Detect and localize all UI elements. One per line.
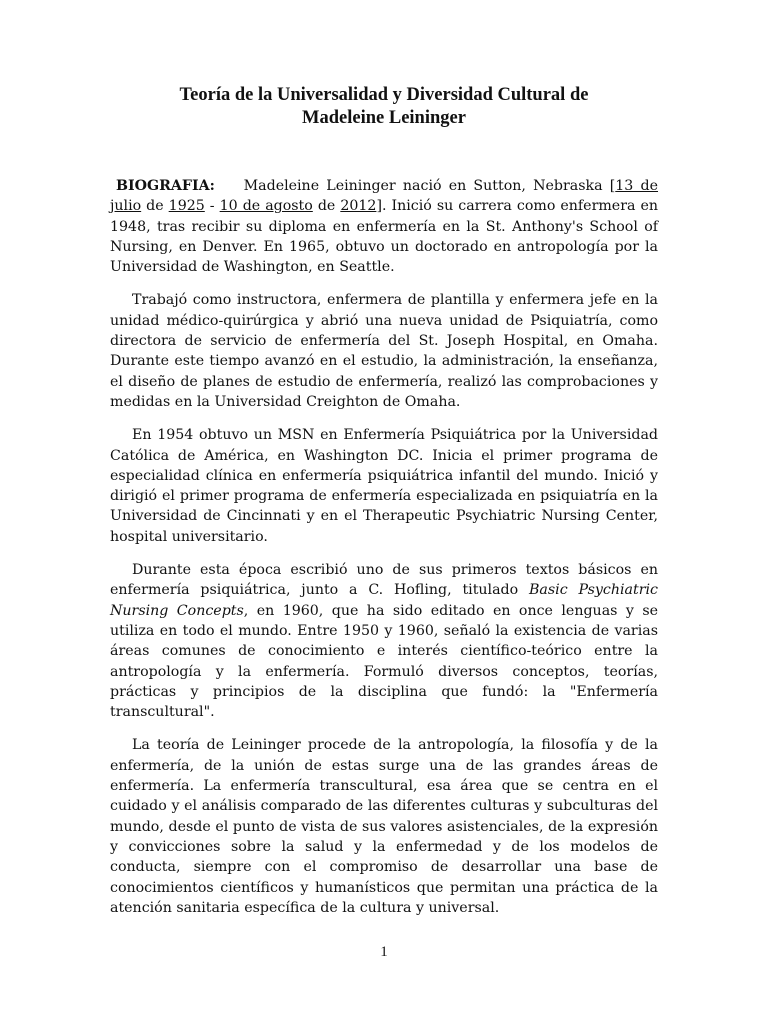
- death-date-link[interactable]: 10 de agosto: [219, 198, 313, 215]
- biography-dash: -: [204, 198, 220, 215]
- title-line-1: Teoría de la Universalidad y Diversidad Cultural de: [179, 85, 589, 105]
- biography-rest: ]. Inició su carrera como enfermera en 1948, tras recibir su diploma en enfermería en la St. Anthony's School of Nursing, en Denver. En 1965, obtuvo un doctorado en antropología por la Universidad de Washington, en Seattle.: [110, 198, 658, 276]
- book-title: Basic Psychiatric Nursing Concepts: [110, 582, 658, 619]
- page-number: 1: [380, 944, 388, 960]
- biography-intro: Madeleine Leininger nació en Sutton, Nebraska [: [243, 178, 616, 194]
- document-body: [110, 176, 658, 931]
- document-title: [100, 84, 668, 130]
- birth-year-link[interactable]: 1925: [168, 198, 205, 215]
- biography-de-1: de: [141, 198, 169, 215]
- title-line-2: Madeleine Leininger: [302, 108, 466, 128]
- paragraph-msn: En 1954 obtuvo un MSN en Enfermería Psiquiátrica por la Universidad Católica de América, en Washington DC. Inicia el primer programa de especialidad clínica en enfermería psiquiátrica infantil del mundo. Inició y dirigió el primer programa de enfermería especializada en psiquiatría en la Universidad de Cincinnati y en el Therapeutic Psychiatric Nursing Center, hospital universitario.: [110, 427, 658, 545]
- birth-date-link[interactable]: 13 de julio: [110, 178, 659, 215]
- paragraph-texts: [110, 560, 658, 722]
- paragraph-texts-end: , en 1960, que ha sido editado en once lenguas y se utiliza en todo el mundo. Entre 1950 y 1960, señaló la existencia de varias áreas comunes de conocimiento e interés científico-teórico entre la antropología y la enfermería. Formuló diversos conceptos, teorías, prácticas y principios de la disciplina que fundó: la "Enfermería transcultural".: [110, 602, 659, 721]
- death-year-link[interactable]: 2012: [340, 198, 377, 215]
- paragraph-career: Trabajó como instructora, enfermera de plantilla y enfermera jefe en la unidad médico-quirúrgica y abrió una nueva unidad de Psiquiatría, como directora de servicio de enfermería del St. Joseph Hospital, en Omaha. Durante este tiempo avanzó en el estudio, la administración, la enseñanza, el diseño de planes de estudio de enfermería, realizó las comprobaciones y medidas en la Universidad Creighton de Omaha.: [110, 292, 658, 410]
- paragraph-biography: [110, 176, 658, 277]
- paragraph-theory: La teoría de Leininger procede de la antropología, la filosofía y de la enfermería, de la unión de estas surge una de las grandes áreas de enfermería. La enfermería transcultural, esa área que se centra en el cuidado y el análisis comparado de las diferentes culturas y subculturas del mundo, desde el punto de vista de sus valores asistenciales, de la expresión y convicciones sobre la salud y la enfermedad y de los modelos de conducta, siempre con el compromiso de desarrollar una base de conocimientos científicos y humanísticos que permitan una práctica de la atención sanitaria específica de la cultura y universal.: [110, 737, 658, 916]
- biography-label: BIOGRAFIA:: [116, 178, 215, 194]
- paragraph-texts-start: Durante esta época escribió uno de sus primeros textos básicos en enfermería psiquiátrica, junto a C. Hofling, titulado: [110, 562, 658, 599]
- biography-de-2: de: [312, 198, 341, 215]
